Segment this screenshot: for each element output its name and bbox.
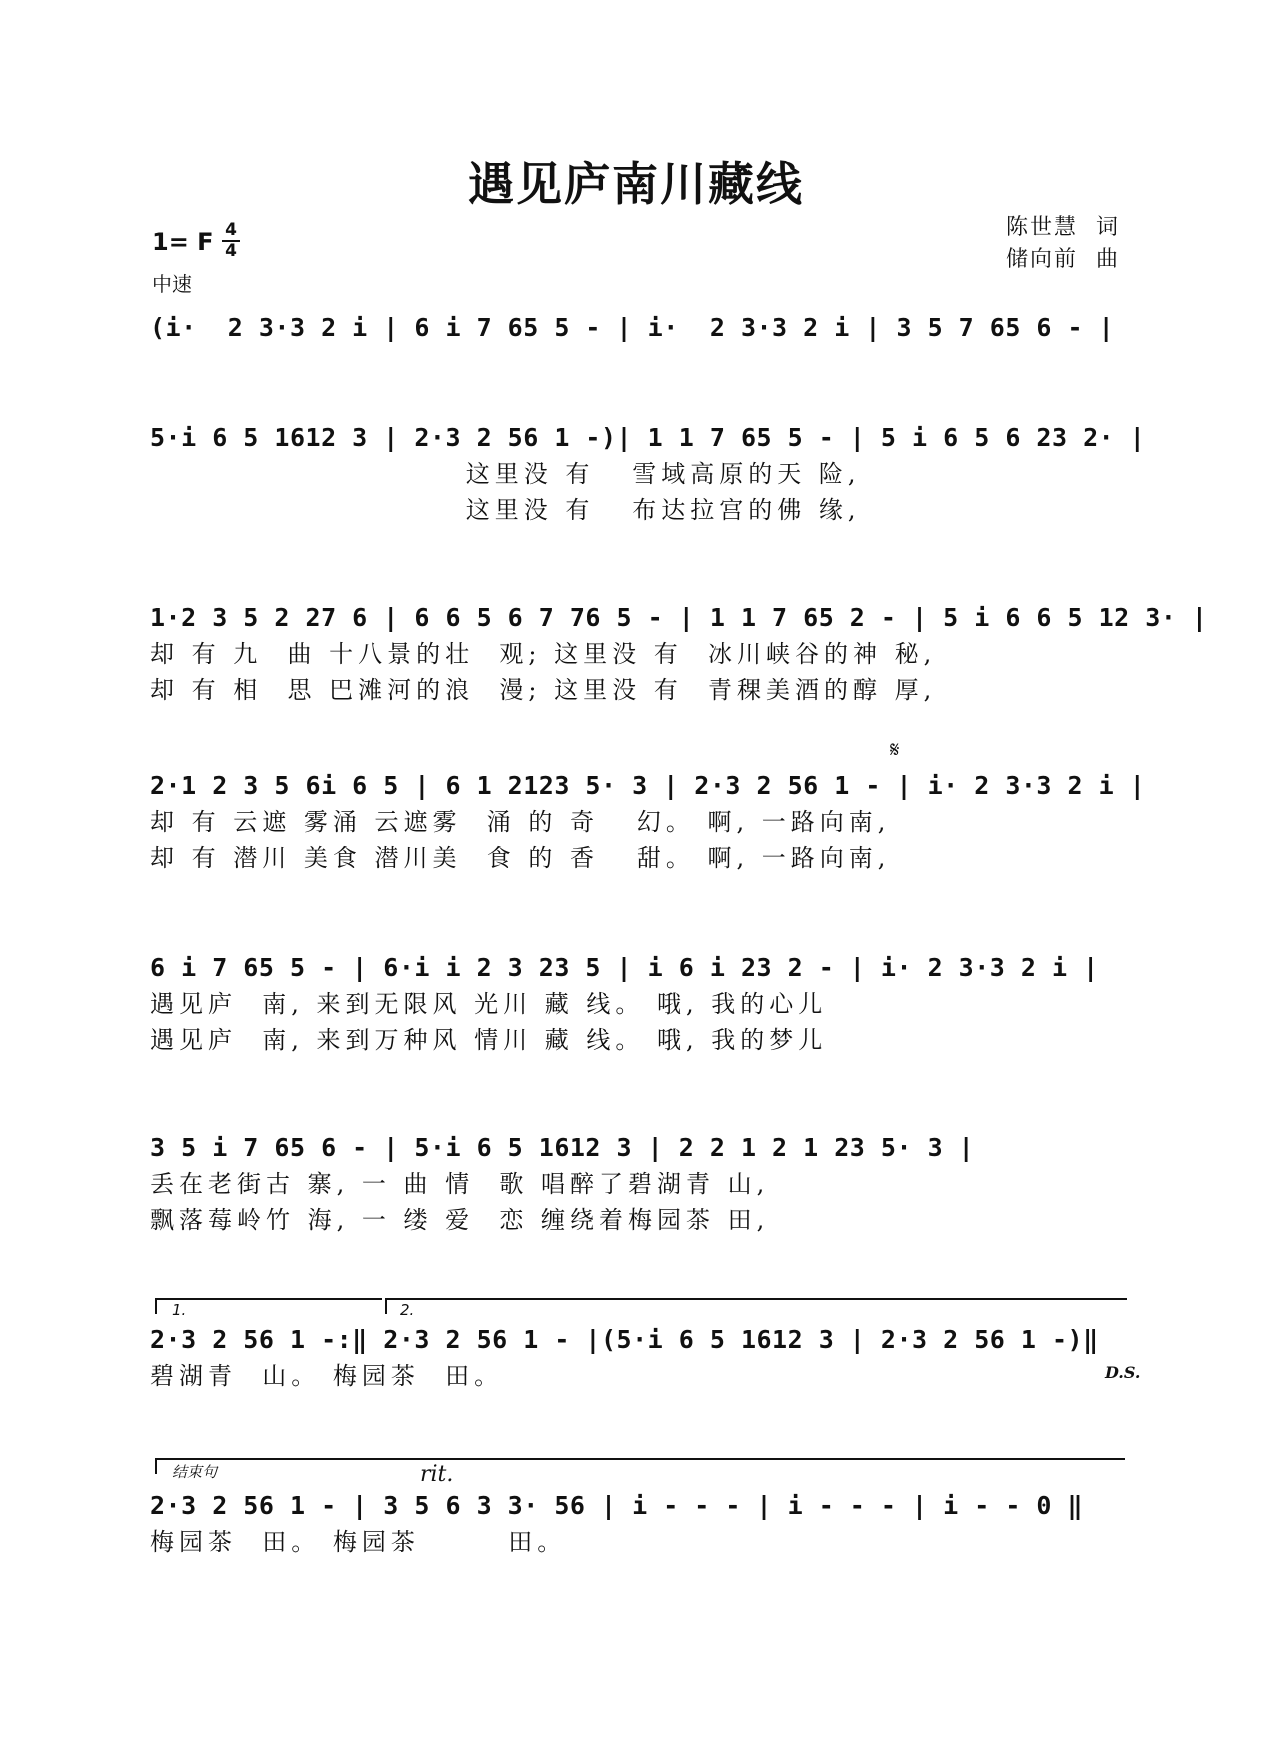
volta-label-2: 2.: [400, 1301, 415, 1319]
lyrics-verse-1: 梅园茶 田。 梅园茶 田。: [150, 1528, 567, 1556]
time-signature: [222, 222, 240, 260]
key-signature: 1= F: [152, 228, 214, 256]
coda-label: 结束句: [172, 1463, 218, 1481]
volta-label-1: 1.: [172, 1301, 187, 1319]
credits: [1006, 212, 1120, 276]
lyrics-verse-2: 却 有 相 思 巴滩河的浪 漫; 这里没 有 青稞美酒的醇 厚,: [150, 676, 937, 704]
lyrics-verse-1: 遇见庐 南, 来到无限风 光川 藏 线。 哦, 我的心儿: [150, 990, 828, 1018]
coda-bracket: [155, 1458, 1125, 1474]
meter-top: 4: [225, 220, 237, 240]
notes-line: 2·3 2 56 1 -:‖ 2·3 2 56 1 - |(5·i 6 5 1612 3 | 2·3 2 56 1 -)‖: [150, 1325, 1099, 1354]
lyrics-verse-1: 碧湖青 山。 梅园茶 田。: [150, 1362, 504, 1390]
notes-line: 1·2 3 5 2 27 6 | 6 6 5 6 7 76 5 - | 1 1 7 65 2 - | 5 i 6 6 5 12 3· |: [150, 603, 1208, 632]
notes-line: 5·i 6 5 1612 3 | 2·3 2 56 1 -)| 1 1 7 65 5 - | 5 i 6 5 6 23 2· |: [150, 423, 1146, 452]
lyrics-verse-2: 飘落莓岭竹 海, 一 缕 爱 恋 缠绕着梅园茶 田,: [150, 1206, 770, 1234]
segno-sign: 𝄋: [890, 738, 900, 763]
lyrics-verse-1: 却 有 云遮 雾涌 云遮雾 涌 的 奇 幻。 啊, 一路向南,: [150, 808, 891, 836]
dal-segno-marking: D.S.: [1105, 1363, 1141, 1382]
lyrics-verse-1: 丢在老街古 寨, 一 曲 情 歌 唱醉了碧湖青 山,: [150, 1170, 770, 1198]
notes-line: 2·3 2 56 1 - | 3 5 6 3 3· 56 | i - - - | i - - - | i - - 0 ‖: [150, 1491, 1084, 1520]
staff-system-4: [150, 768, 1146, 876]
lyrics-verse-1: 这里没 有 雪域高原的天 险,: [150, 460, 861, 488]
lyrics-verse-2: 遇见庐 南, 来到万种风 情川 藏 线。 哦, 我的梦儿: [150, 1026, 828, 1054]
lyrics-verse-2: 却 有 潜川 美食 潜川美 食 的 香 甜。 啊, 一路向南,: [150, 844, 891, 872]
staff-system-8: [150, 1488, 1130, 1560]
notes-line: 2·1 2 3 5 6i 6 5 | 6 1 2123 5· 3 | 2·3 2 56 1 - | i· 2 3·3 2 i |: [150, 771, 1146, 800]
staff-system-3: [150, 600, 1208, 708]
lyrics-verse-2: 这里没 有 布达拉宫的佛 缘,: [150, 496, 861, 524]
tempo-marking: 中速: [152, 272, 192, 296]
meter-bottom: 4: [225, 241, 237, 261]
staff-system-5: [150, 950, 1130, 1058]
notes-line: (i· 2 3·3 2 i | 6 i 7 65 5 - | i· 2 3·3 2 i | 3 5 7 65 6 - |: [150, 313, 1115, 342]
lyrics-verse-1: 却 有 九 曲 十八景的壮 观; 这里没 有 冰川峡谷的神 秘,: [150, 640, 937, 668]
volta-bracket-2: [385, 1298, 1127, 1314]
ritardando-marking: rit.: [420, 1462, 454, 1487]
notes-line: 3 5 i 7 65 6 - | 5·i 6 5 1612 3 | 2 2 1 2 1 23 5· 3 |: [150, 1133, 975, 1162]
staff-system-7: [150, 1322, 1130, 1394]
staff-system-1: [150, 310, 1130, 346]
notes-line: 6 i 7 65 5 - | 6·i i 2 3 23 5 | i 6 i 23 2 - | i· 2 3·3 2 i |: [150, 953, 1099, 982]
volta-bracket-1: [155, 1298, 382, 1314]
staff-system-2: [150, 420, 1146, 528]
composer-credit: 储向前 曲: [1006, 247, 1120, 272]
song-title: 遇见庐南川藏线: [468, 157, 804, 211]
staff-system-6: [150, 1130, 1130, 1238]
lyricist-credit: 陈世慧 词: [1006, 215, 1120, 240]
